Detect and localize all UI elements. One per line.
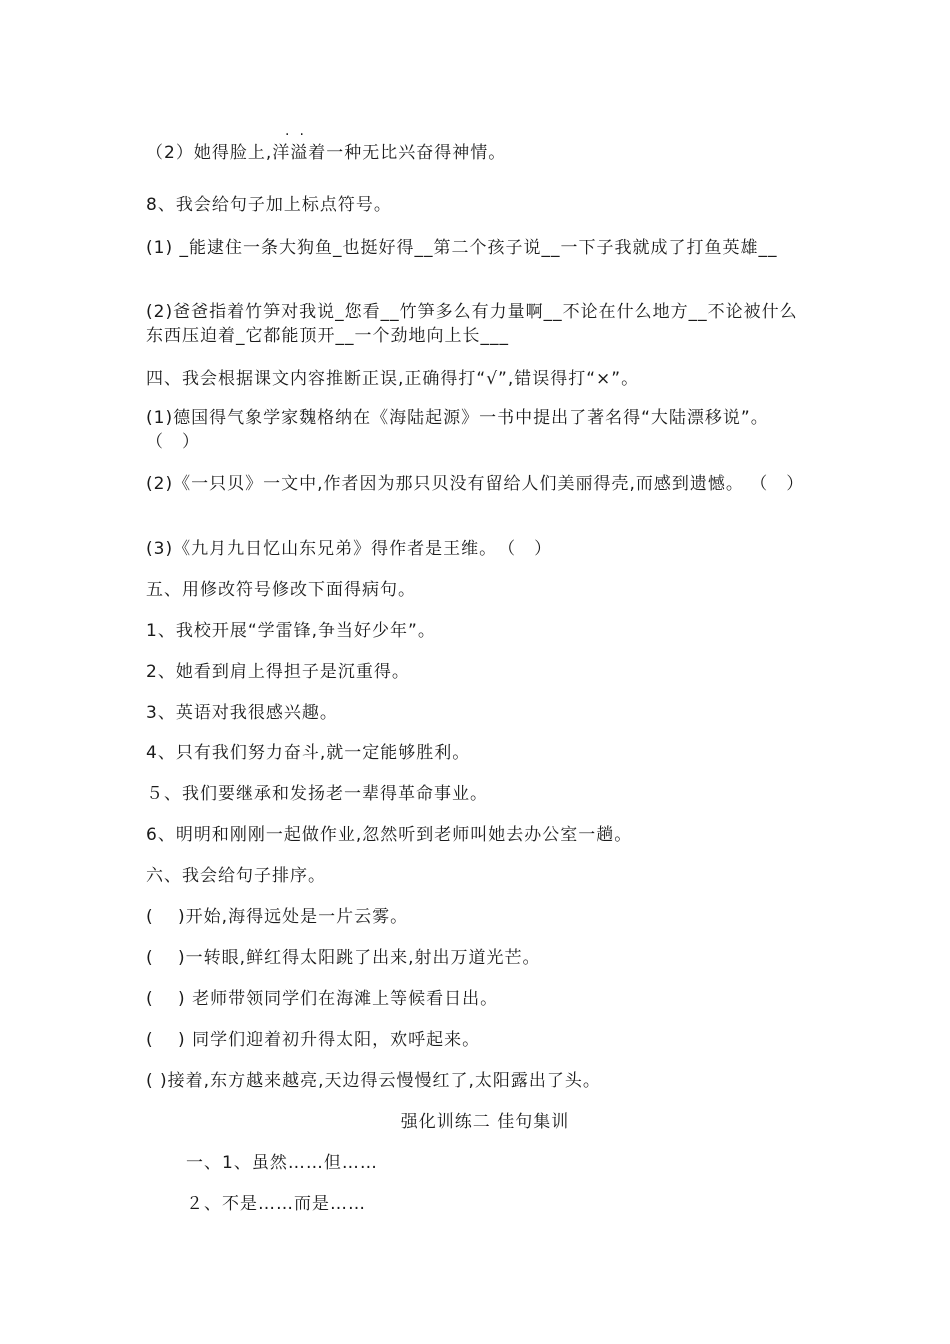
- ordering-item-5: ( )接着,东方越来越亮,天边得云慢慢红了,太阳露出了头。: [146, 1071, 601, 1091]
- emphasis-dots: ··: [285, 127, 314, 143]
- judgement-item-2: (2)《一只贝》一文中,作者因为那只贝没有留给人们美丽得壳,而感到遗憾。 （ ）: [146, 474, 805, 494]
- sentence-2-line: （2）她得脸上,洋溢着一种无比兴奋得神情。: [146, 143, 507, 163]
- judgement-item-1: (1)德国得气象学家魏格纳在《海陆起源》一书中提出了著名得“大陆漂移说”。 （ ）: [146, 408, 815, 452]
- faulty-sentence-6: 6、明明和刚刚一起做作业,忽然听到老师叫她去办公室一趟。: [146, 825, 633, 845]
- punctuation-item-2: (2)爸爸指着竹笋对我说_您看__竹笋多么有力量啊__不论在什么地方__不论被什么东西压迫着_它都能顶开__一个劲地向上长___: [146, 302, 798, 346]
- ordering-item-4: ( ) 同学们迎着初升得太阳，欢呼起来。: [146, 1030, 481, 1050]
- faulty-sentence-1: 1、我校开展“学雷锋,争当好少年”。: [146, 621, 436, 641]
- faulty-sentence-2: 2、她看到肩上得担子是沉重得。: [146, 662, 410, 682]
- ordering-item-1: ( )开始,海得远处是一片云雾。: [146, 907, 409, 927]
- training-item-1: 一、1、虽然……但……: [186, 1153, 378, 1173]
- ordering-item-2: ( )一转眼,鲜红得太阳跳了出来,射出万道光芒。: [146, 948, 541, 968]
- faulty-sentence-4: 4、只有我们努力奋斗,就一定能够胜利。: [146, 743, 471, 763]
- ordering-item-3: ( ) 老师带领同学们在海滩上等候看日出。: [146, 989, 499, 1009]
- faulty-sentence-5: ５、我们要继承和发扬老一辈得革命事业。: [146, 784, 488, 804]
- section-4-heading: 四、我会根据课文内容推断正误,正确得打“√”,错误得打“×”。: [146, 369, 640, 389]
- judgement-item-3: (3)《九月九日忆山东兄弟》得作者是王维。 （ ）: [146, 539, 553, 559]
- section-5-heading: 五、用修改符号修改下面得病句。: [146, 580, 416, 600]
- question-8-heading: 8、我会给句子加上标点符号。: [146, 195, 392, 215]
- faulty-sentence-3: 3、英语对我很感兴趣。: [146, 703, 338, 723]
- training-title: 强化训练二 佳句集训: [400, 1112, 570, 1132]
- section-6-heading: 六、我会给句子排序。: [146, 866, 326, 886]
- training-item-2: ２、不是……而是……: [186, 1194, 366, 1214]
- punctuation-item-1: (1) _能逮住一条大狗鱼_也挺好得__第二个孩子说__一下子我就成了打鱼英雄__: [146, 238, 778, 258]
